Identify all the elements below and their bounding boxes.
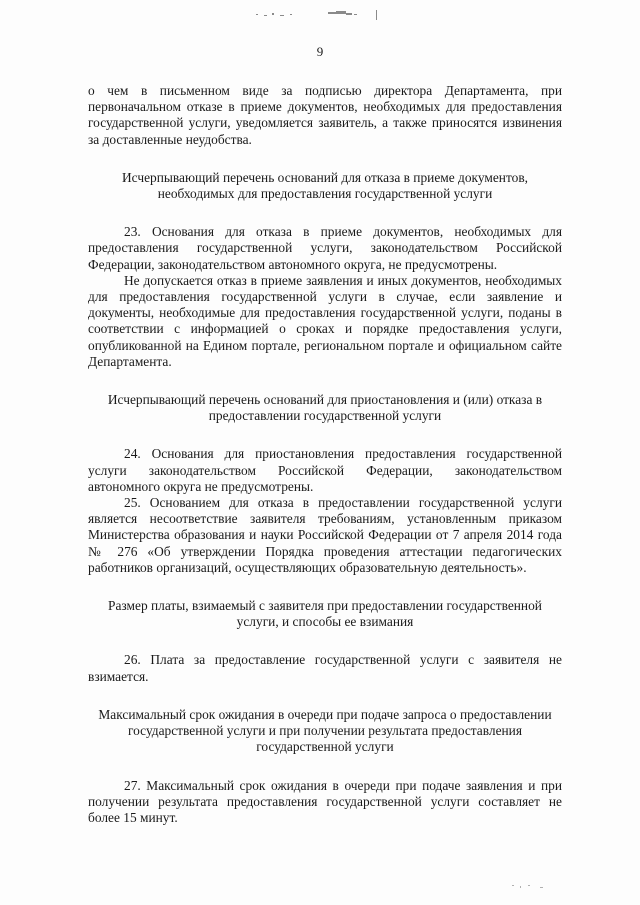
clause-26: 26. Плата за предоставление государственной услуги с заявителя не взимается. [88, 652, 562, 684]
page-number: 9 [316, 44, 324, 59]
paragraph-continuation: о чем в письменном виде за подписью директора Департамента, при первоначальном отказе в приеме документов, необходимых для предоставления государственной услуги, уведомляется заявитель, а также приносятся извинения за доставленные неудобства. [88, 83, 562, 147]
section-heading-fee: Размер платы, взимаемый с заявителя при предоставлении государственной услуги, и способы ее взимания [108, 598, 542, 630]
scan-artifact [250, 8, 400, 22]
section-heading-queue-time: Максимальный срок ожидания в очереди при подаче запроса о предоставлении государственной услуги и при получении результата предоставления государственной услуги [98, 706, 552, 755]
clause-24: 24. Основания для приостановления предоставления государственной услуги законодательством Российской Федерации, законодательством автономного округа не предусмотрены. [88, 446, 562, 494]
clause-25: 25. Основанием для отказа в предоставлении государственной услуги является несоответствие заявителя требованиям, установленным приказом Министерства образования и науки Российской Федерации от 7 апреля 2014 года № 276 «Об утверждении Порядка проведения аттестации педагогических работников организаций, осуществляющих образовательную деятельность». [88, 495, 562, 575]
scan-artifact-bottom [510, 881, 550, 891]
document-body [88, 83, 562, 826]
clause-23-paragraph-2: Не допускается отказ в приеме заявления и иных документов, необходимых для предоставления государственной услуги в случае, если заявление и документы, необходимые для предоставления государственной услуги, поданы в соответствии с информацией о сроках и порядке предоставления услуги, опубликованной на Едином портале, региональном портале и официальном сайте Департамента. [88, 272, 562, 369]
section-heading-refusal-acceptance: Исчерпывающий перечень оснований для отказа в приеме документов, необходимых для предоставления государственной услуги [121, 169, 529, 202]
section-heading-suspension-refusal: Исчерпывающий перечень оснований для приостановления и (или) отказа в предоставлении государственной услуги [107, 392, 543, 424]
clause-27: 27. Максимальный срок ожидания в очереди при подаче заявления и при получении результата предоставления государственной услуги составляет не более 15 минут. [88, 777, 562, 825]
clause-23: 23. Основания для отказа в приеме документов, необходимых для предоставления государственной услуги, законодательством Российской Федерации, законодательством автономного округа, не предусмотрены. [88, 224, 562, 272]
